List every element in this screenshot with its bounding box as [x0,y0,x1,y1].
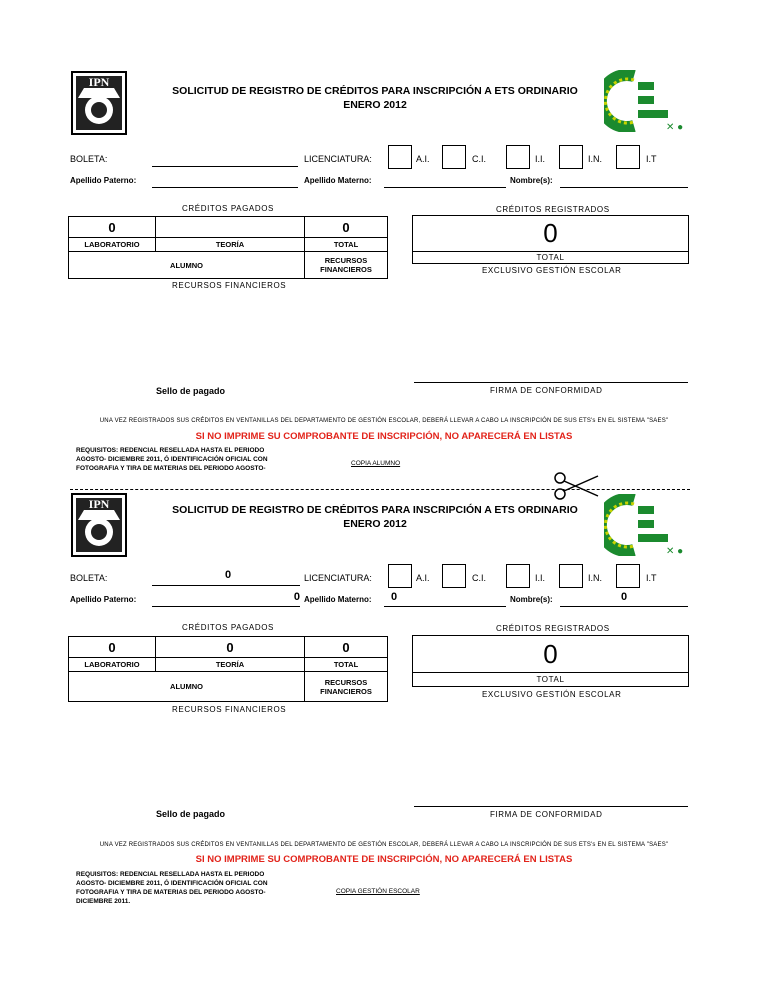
apellido-materno-field[interactable] [384,606,506,607]
recursos-financieros-cell: RECURSOS FINANCIEROS [304,671,388,702]
svg-text:IPN: IPN [88,497,110,511]
apellido-paterno-label: Apellido Paterno: [70,176,137,185]
svg-text:✕ ●: ✕ ● [666,546,684,556]
ai-label: A.I. [416,573,430,583]
alumno-cell: ALUMNO [68,671,305,702]
boleta-field[interactable] [152,585,300,586]
teoria-value: 0 [155,636,305,658]
laboratorio-header: LABORATORIO [68,237,156,252]
teoria-header: TEORÍA [155,657,305,672]
laboratorio-header: LABORATORIO [68,657,156,672]
notice-text: UNA VEZ REGISTRADOS SUS CRÉDITOS EN VENTANILLAS DEL DEPARTAMENTO DE GESTIÓN ESCOLAR, DEBERÁ LLEVAR A CABO LA INSCRIPCIÓN DE SUS ETS's EN EL SISTEMA "SAES" [99,842,669,848]
requisitos-text: REQUISITOS: REDENCIAL RESELLADA HASTA EL PERIODO AGOSTO- DICIEMBRE 2011, Ó IDENTIFICACIÓN OFICIAL CON FOTOGRAFIA Y TIRA DE MATERIAS DEL PERIODO AGOSTO- [76,447,268,472]
checkbox-ci[interactable] [442,564,466,588]
total-registrados-label: TOTAL [412,251,689,264]
form-title: SOLICITUD DE REGISTRO DE CRÉDITOS PARA INSCRIPCIÓN A ETS ORDINARIO ENERO 2012 [172,85,578,111]
checkbox-ii[interactable] [506,564,530,588]
copy-label: COPIA GESTIÓN ESCOLAR [336,888,420,895]
apellido-materno-value: 0 [390,591,398,603]
laboratorio-value: 0 [68,216,156,238]
apellido-paterno-value: 0 [293,591,300,603]
exclusivo-label: EXCLUSIVO GESTIÓN ESCOLAR [482,690,622,699]
boleta-value: 0 [224,569,232,581]
sello-label: Sello de pagado [156,386,226,396]
warning-text: SI NO IMPRIME SU COMPROBANTE DE INSCRIPCIÓN, NO APARECERÁ EN LISTAS [195,431,573,442]
ii-label: I.I. [535,154,546,164]
notice-text: UNA VEZ REGISTRADOS SUS CRÉDITOS EN VENTANILLAS DEL DEPARTAMENTO DE GESTIÓN ESCOLAR, DEBERÁ LLEVAR A CABO LA INSCRIPCIÓN DE SUS ETS's EN EL SISTEMA "SAES" [99,418,669,424]
warning-text: SI NO IMPRIME SU COMPROBANTE DE INSCRIPCIÓN, NO APARECERÁ EN LISTAS [195,854,573,865]
total-header: TOTAL [304,657,388,672]
boleta-label: BOLETA: [70,573,108,583]
creditos-pagados-label: CRÉDITOS PAGADOS [182,623,274,632]
nombres-label: Nombre(s): [510,176,553,185]
apellido-paterno-label: Apellido Paterno: [70,595,137,604]
creditos-registrados-value: 0 [412,635,689,673]
ci-label: C.I. [472,154,487,164]
apellido-materno-label: Apellido Materno: [304,176,372,185]
it-label: I.T [646,154,657,164]
checkbox-ai[interactable] [388,564,412,588]
firma-label: FIRMA DE CONFORMIDAD [490,386,603,395]
requisitos-text: REQUISITOS: REDENCIAL RESELLADA HASTA EL PERIODO AGOSTO- DICIEMBRE 2011, Ó IDENTIFICACIÓN OFICIAL CON FOTOGRAFIA Y TIRA DE MATERIAS DEL PERIODO AGOSTO-DICIEMBRE 2011. [76,871,268,905]
recursos-financieros-label: RECURSOS FINANCIEROS [172,281,287,290]
apellido-paterno-field[interactable] [152,606,300,607]
form-title: SOLICITUD DE REGISTRO DE CRÉDITOS PARA INSCRIPCIÓN A ETS ORDINARIO ENERO 2012 [172,504,578,530]
ai-label: A.I. [416,154,430,164]
nombres-field[interactable] [560,606,688,607]
recursos-financieros-label: RECURSOS FINANCIEROS [172,705,287,714]
creditos-pagados-label: CRÉDITOS PAGADOS [182,204,274,213]
checkbox-in[interactable] [559,564,583,588]
total-value: 0 [304,636,388,658]
creditos-registrados-label: CRÉDITOS REGISTRADOS [496,624,610,633]
it-label: I.T [646,573,657,583]
firma-line[interactable] [414,806,688,807]
recursos-financieros-cell: RECURSOS FINANCIEROS [304,251,388,279]
alumno-cell: ALUMNO [68,251,305,279]
licenciatura-label: LICENCIATURA: [304,154,372,164]
in-label: I.N. [588,154,603,164]
teoria-header: TEORÍA [155,237,305,252]
scissors-icon [552,470,602,502]
svg-text:IPN: IPN [88,75,110,89]
escom-logo-icon [604,494,690,556]
apellido-materno-label: Apellido Materno: [304,595,372,604]
laboratorio-value: 0 [68,636,156,658]
exclusivo-label: EXCLUSIVO GESTIÓN ESCOLAR [482,266,622,275]
ci-label: C.I. [472,573,487,583]
checkbox-it[interactable] [616,564,640,588]
creditos-registrados-label: CRÉDITOS REGISTRADOS [496,205,610,214]
total-value: 0 [304,216,388,238]
total-registrados-label: TOTAL [412,672,689,687]
svg-text:✕ ●: ✕ ● [666,122,684,132]
ii-label: I.I. [535,573,546,583]
nombres-value: 0 [620,591,628,603]
boleta-label: BOLETA: [70,154,108,164]
nombres-label: Nombre(s): [510,595,553,604]
firma-label: FIRMA DE CONFORMIDAD [490,810,603,819]
in-label: I.N. [588,573,603,583]
sello-label: Sello de pagado [156,809,226,819]
licenciatura-label: LICENCIATURA: [304,573,372,583]
total-header: TOTAL [304,237,388,252]
creditos-registrados-value: 0 [412,215,689,252]
copy-label: COPIA ALUMNO [351,460,401,467]
ipn-logo-icon [68,490,130,560]
